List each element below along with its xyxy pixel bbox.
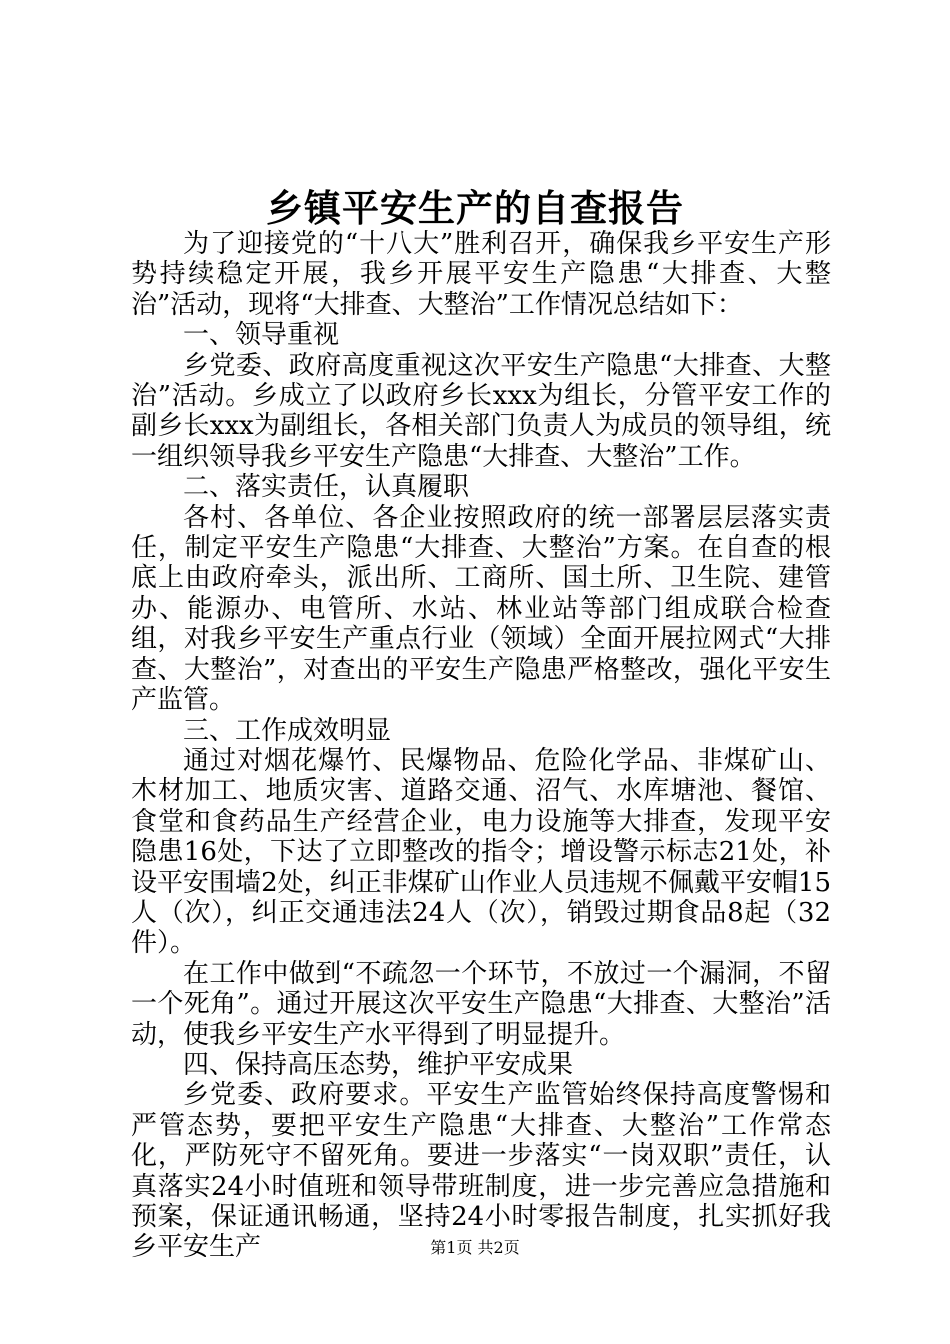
section-2-paragraph: 各村、各单位、各企业按照政府的统一部署层层落实责任，制定平安生产隐患“大排查、大整治”方案。在自查的根底上由政府牵头，派出所、工商所、国土所、卫生院、建管办、能源办、电管所、水站、林业站等部门组成联合检查组，对我乡平安生产重点行业（领域）全面开展拉网式“大排查、大整治”，对查出的平安生产隐患严格整改，强化平安生产监管。: [131, 502, 831, 716]
section-heading-2: 二、落实责任，认真履职: [183, 472, 470, 503]
document-body: [131, 229, 831, 1263]
section-heading-3: 三、工作成效明显: [183, 715, 392, 746]
page-number-footer: 第1页 共2页: [430, 1238, 520, 1257]
section-4-paragraph: 乡党委、政府要求。平安生产监管始终保持高度警惕和严管态势，要把平安生产隐患“大排查、大整治”工作常态化，严防死守不留死角。要进一步落实“一岗双职”责任，认真落实24小时值班和领导带班制度，进一步完善应急措施和预案，保证通讯畅通，坚持24小时零报告制度，扎实抓好我乡平安生产: [131, 1080, 831, 1263]
section-3-paragraph-2: 在工作中做到“不疏忽一个环节，不放过一个漏洞，不留一个死角”。通过开展这次平安生产隐患“大排查、大整治”活动，使我乡平安生产水平得到了明显提升。: [131, 958, 831, 1050]
section-heading-1: 一、领导重视: [183, 320, 340, 351]
section-1-paragraph: 乡党委、政府高度重视这次平安生产隐患“大排查、大整治”活动。乡成立了以政府乡长xxx为组长，分管平安工作的副乡长xxx为副组长，各相关部门负责人为成员的领导组，统一组织领导我乡平安生产隐患“大排查、大整治”工作。: [131, 350, 831, 472]
page-title: 乡镇平安生产的自查报告: [266, 186, 684, 230]
section-3-paragraph: 通过对烟花爆竹、民爆物品、危险化学品、非煤矿山、木材加工、地质灾害、道路交通、沼气、水库塘池、餐馆、食堂和食药品生产经营企业，电力设施等大排查，发现平安隐患16处，下达了立即整改的指令；增设警示标志21处，补设平安围墙2处，纠正非煤矿山作业人员违规不佩戴平安帽15人（次），纠正交通违法24人（次），销毁过期食品8起（32件）。: [131, 745, 831, 959]
intro-paragraph: 为了迎接党的“十八大”胜利召开，确保我乡平安生产形势持续稳定开展，我乡开展平安生产隐患“大排查、大整治”活动，现将“大排查、大整治”工作情况总结如下：: [131, 229, 831, 320]
section-heading-4: 四、保持高压态势，维护平安成果: [183, 1049, 574, 1080]
